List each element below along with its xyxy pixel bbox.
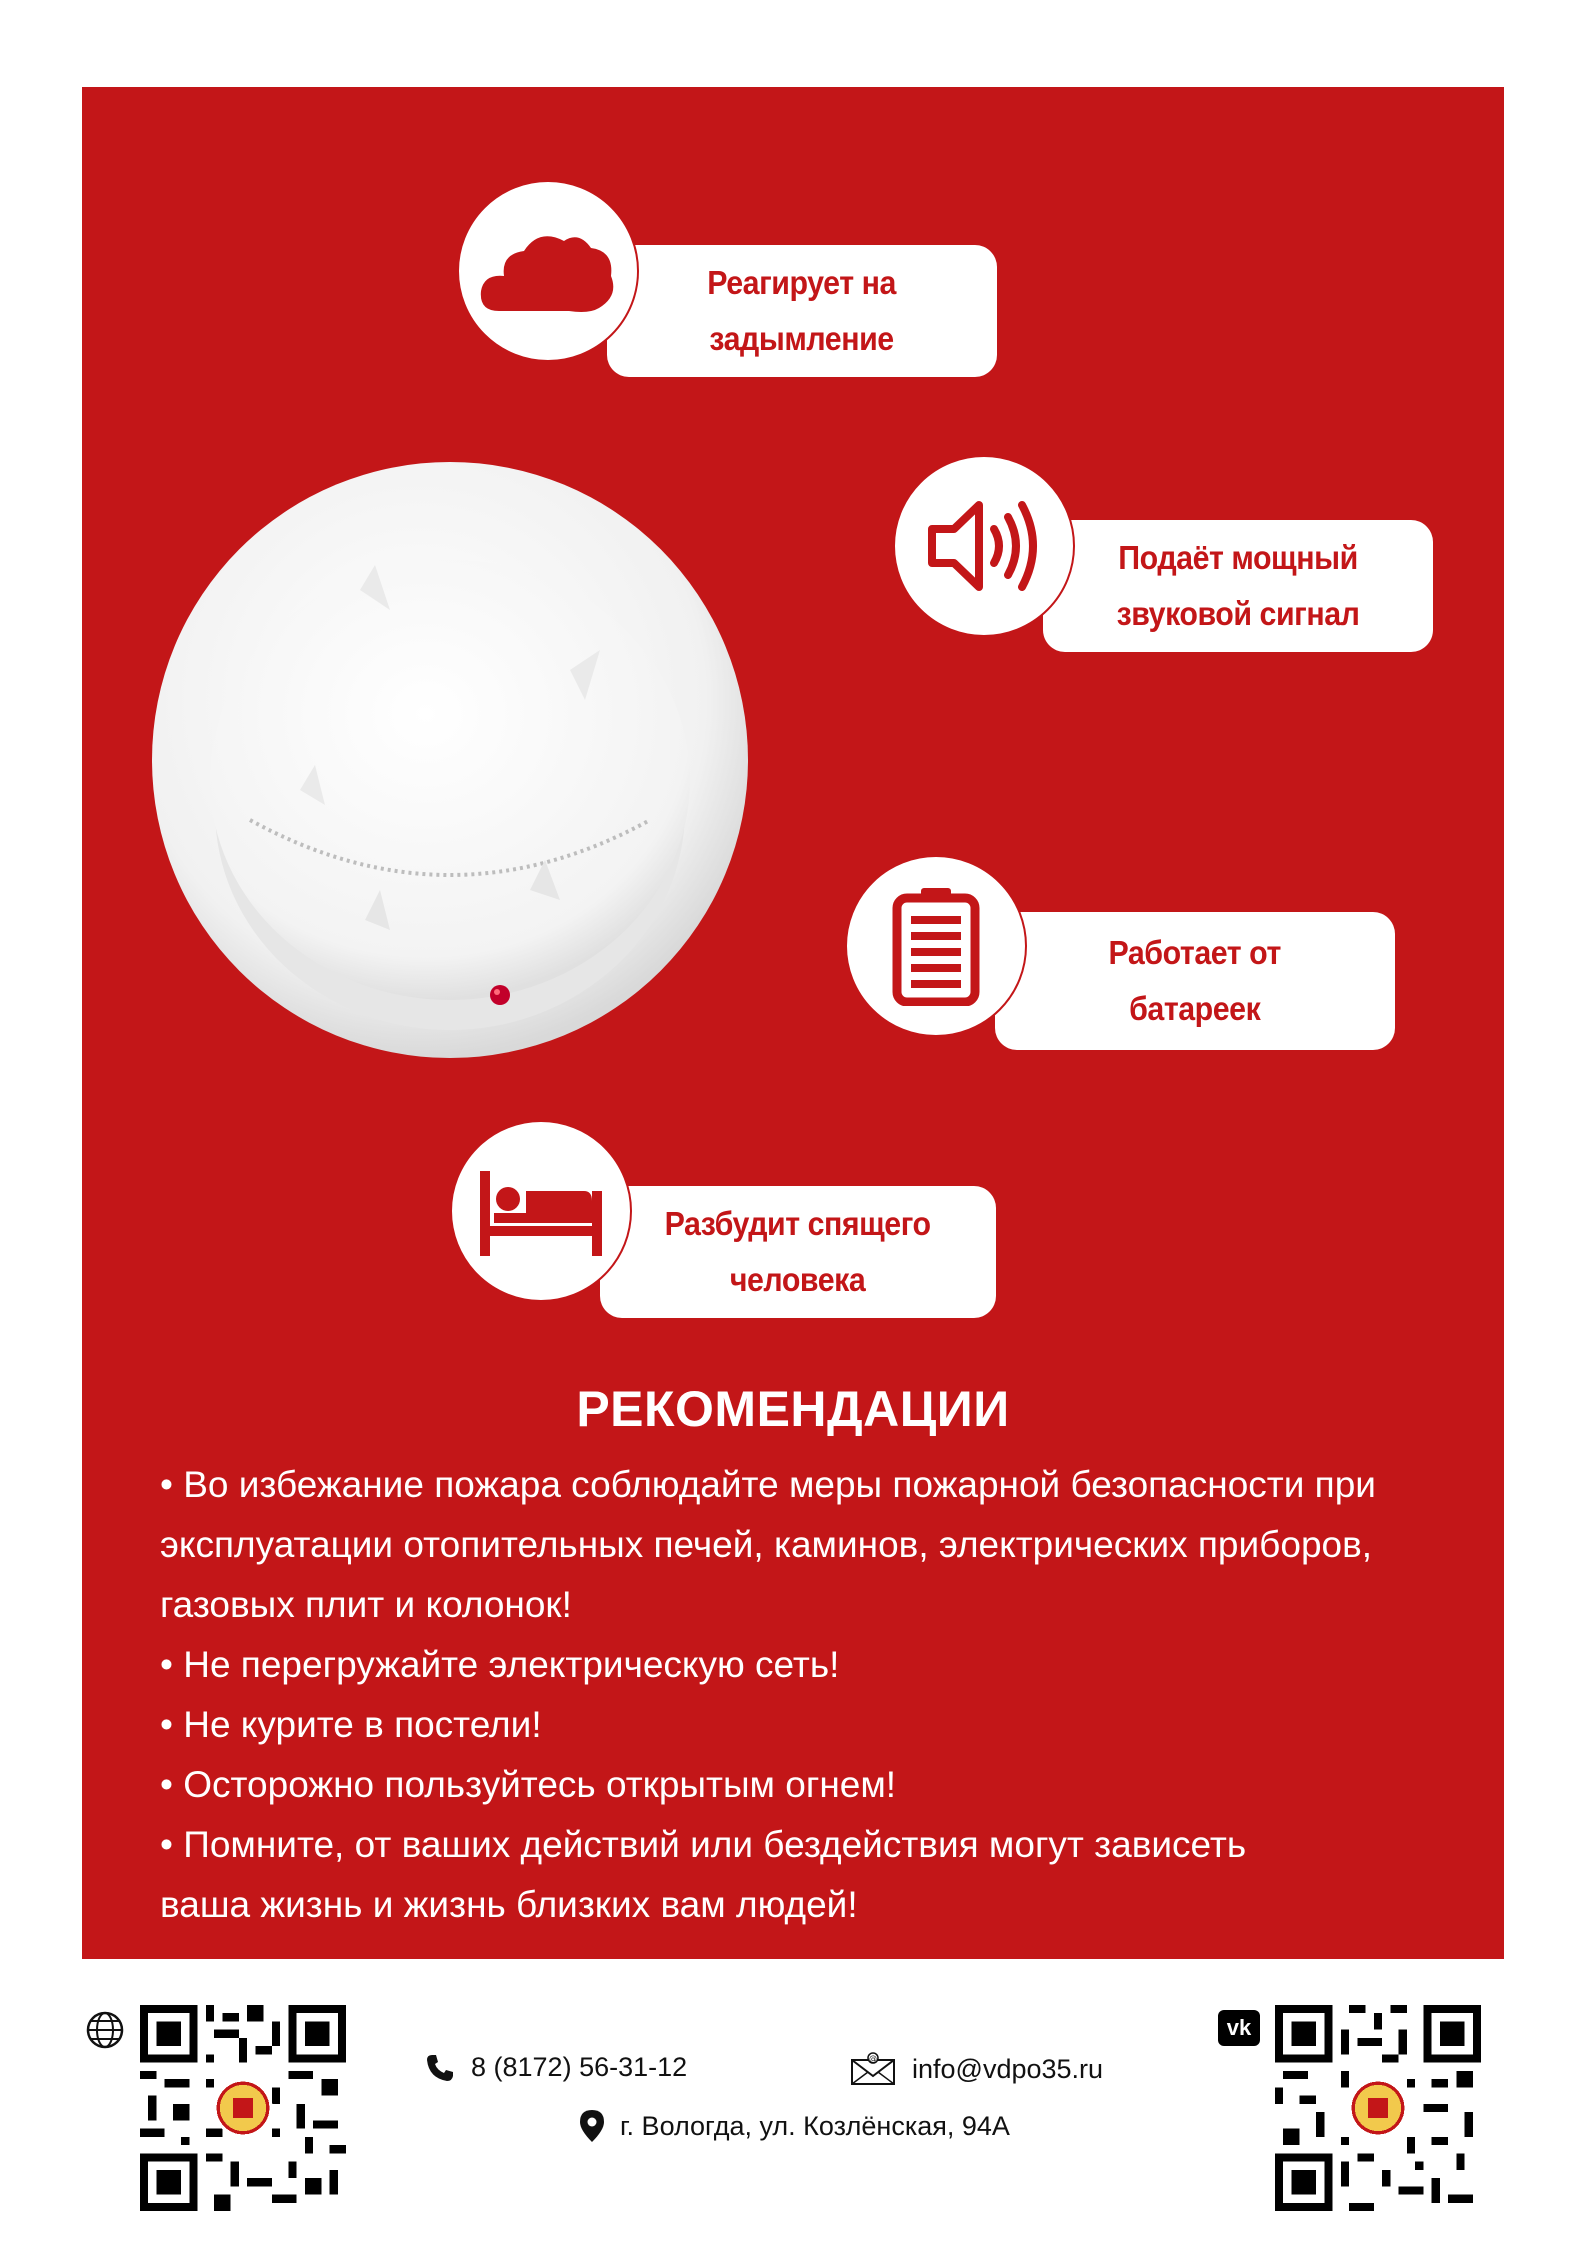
recommendation-line: газовых плит и колонок! xyxy=(160,1584,572,1625)
recommendation-line: • Не курите в постели! xyxy=(160,1704,542,1745)
cloud-icon xyxy=(479,226,617,316)
email-icon xyxy=(850,2052,896,2086)
qr-code-website[interactable] xyxy=(140,2005,346,2211)
recommendation-line: • Осторожно пользуйтесь открытым огнем! xyxy=(160,1764,897,1805)
feature-sound-label: Подаёт мощный звуковой сигнал xyxy=(1116,539,1360,632)
feature-sleep-label: Разбудит спящего человека xyxy=(664,1205,932,1298)
battery-icon xyxy=(891,886,981,1006)
feature-battery-label: Работает от батареек xyxy=(1108,934,1282,1027)
feature-smoke-circle xyxy=(457,180,639,362)
recommendation-item xyxy=(160,1455,1480,1635)
recommendation-item xyxy=(160,1635,1480,1695)
phone-icon xyxy=(425,2053,455,2083)
feature-smoke-label-box xyxy=(607,245,997,377)
phone-contact[interactable] xyxy=(425,2052,687,2083)
address-contact xyxy=(580,2110,1010,2142)
recommendations-list xyxy=(160,1455,1480,1935)
recommendation-line: ваша жизнь и жизнь близких вам людей! xyxy=(160,1884,858,1925)
speaker-icon xyxy=(924,491,1044,601)
recommendation-line: эксплуатации отопительных печей, каминов, электрических приборов, xyxy=(160,1524,1373,1565)
svg-text:@: @ xyxy=(869,2054,877,2063)
globe-icon[interactable] xyxy=(85,2010,125,2050)
recommendation-item xyxy=(160,1755,1480,1815)
recommendation-item xyxy=(160,1695,1480,1755)
feature-sleep-label-box xyxy=(600,1186,996,1318)
vk-icon[interactable]: vk xyxy=(1218,2010,1260,2046)
feature-smoke-label: Реагирует на задымление xyxy=(707,264,897,357)
feature-sleep-circle xyxy=(450,1120,632,1302)
qr-code-vk[interactable] xyxy=(1275,2005,1481,2211)
bed-icon xyxy=(476,1161,606,1261)
street-address: г. Вологда, ул. Козлёнская, 94А xyxy=(620,2110,1010,2141)
feature-sound-label-box xyxy=(1043,520,1433,652)
phone-number: 8 (8172) 56-31-12 xyxy=(471,2052,688,2082)
feature-battery-label-box xyxy=(995,912,1395,1050)
recommendation-line: • Не перегружайте электрическую сеть! xyxy=(160,1644,840,1685)
recommendation-line: • Во избежание пожара соблюдайте меры пожарной безопасности при xyxy=(160,1464,1376,1505)
recommendations-title: РЕКОМЕНДАЦИИ xyxy=(576,1381,1010,1437)
email-contact[interactable] xyxy=(850,2052,1103,2086)
recommendation-line: • Помните, от ваших действий или бездействия могут зависеть xyxy=(160,1824,1247,1865)
location-pin-icon xyxy=(580,2110,604,2142)
email-address: info@vdpo35.ru xyxy=(912,2053,1104,2084)
recommendation-item xyxy=(160,1815,1480,1935)
feature-sound-circle xyxy=(893,455,1075,637)
smoke-detector-image xyxy=(150,460,750,1060)
feature-battery-circle xyxy=(845,855,1027,1037)
